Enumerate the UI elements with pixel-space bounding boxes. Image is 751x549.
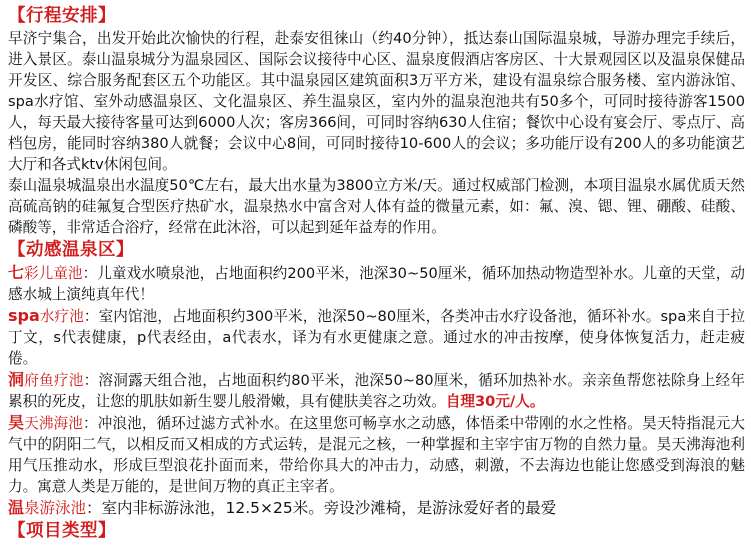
itinerary-paragraph-1: 早济宁集合，出发开始此次愉快的行程，赴泰安徂徕山（约40分钟），抵达泰山国际温泉城，导游办理完手续后，进入景区。泰山温泉城分为温泉园区、国际会议接待中心区、温泉度假酒店客房区、十大景观园区以及温泉保健品开发区、综合服务配套区五个功能区。其中温泉园区建筑面积3万平方米，建设有温泉综合服务楼、室内游泳馆、spa水疗馆、室外动感温泉区、文化温泉区、养生温泉区，室内外的温泉泡池共有50多个，可同时接待游客1500人，每天最大接待客量可达到6000人次；客房366间，可同时容纳630人住宿；餐饮中心设有宴会厅、零点厅、高档包房，能同时容纳380人就餐；会议中心8间，可同时接待10-600人的会议；多功能厅设有200人的多功能演艺大厅和各式ktv休闲包间。 bbox=[8, 30, 745, 173]
pool-desc-wave: ：冲浪池，循环过滤方式补水。在这里您可畅享水之动感，体悟柔中带刚的水之性格。昊天特指混元大气中的阴阳二气，以相反而又相成的方式运转，是混元之核，一种掌握和主宰宇宙万物的自然力量。昊天沸海池利用气压推动水，形成巨型浪花扑面而来，带给你具大的冲击力，动感，刺激，不去海边也能让您感受到海浪的魅力。寓意人类是万能的，是世间万物的真正主宰者。 bbox=[8, 415, 745, 495]
pool-desc-spa: ：室内馆池，占地面积约300平米，池深50~80厘米，各类冲击水疗设备池，循环补水。spa来自于拉丁文，s代表健康，p代表经由，a代表水，译为有水更健康之意。通过水的冲击按摩，使身体恢复活力，赶走疲倦。 bbox=[8, 308, 745, 367]
pool-name-fish: 洞府鱼疗池 bbox=[8, 370, 84, 389]
pool-name-wave: 昊天沸海池 bbox=[8, 413, 83, 432]
pool-fish bbox=[8, 369, 745, 412]
pool-name-kids: 七彩儿童池 bbox=[8, 263, 83, 282]
pool-desc-fish: ：溶洞露天组合池，占地面积约80平米，池深50~80厘米，循环加热补水。亲亲鱼帮您祛除身上经年累积的死皮，让您的肌肤如新生婴儿般滑嫩，具有健肤美容之功效。 bbox=[8, 372, 745, 410]
section-header-itinerary: 【行程安排】 bbox=[8, 6, 116, 26]
section-header-project-type: 【项目类型】 bbox=[8, 521, 116, 541]
pool-name-swim: 温泉游泳池 bbox=[8, 498, 87, 517]
pool-wave bbox=[8, 412, 745, 497]
itinerary-paragraph-2: 泰山温泉城温泉出水温度50℃左右，最大出水量为3800立方米/天。通过权威部门检测，本项目温泉水属优质天然高硫高钠的硅氟复合型医疗热矿水，温泉热水中富含对人体有益的微量元素，如：氟、溴、锶、锂、硼酸、硅酸、磷酸等，非常适合浴疗，经常在此沐浴，可以起到延年益寿的作用。 bbox=[8, 177, 745, 236]
pool-desc-swim: ：室内非标游泳池，12.5×25米。旁设沙滩椅，是游泳爱好者的最爱 bbox=[86, 499, 557, 517]
pool-swim bbox=[8, 497, 745, 519]
pool-desc-kids: ：儿童戏水喷泉池，占地面积约200平米，池深30~50厘米，循环加热动物造型补水。儿童的天堂，动感水城上演纯真年代！ bbox=[8, 265, 745, 303]
pool-name-spa: spa水疗池 bbox=[8, 306, 84, 325]
price-note: 自理30元/人。 bbox=[445, 393, 545, 410]
section-header-hot-spring: 【动感温泉区】 bbox=[8, 240, 134, 260]
pool-kids bbox=[8, 262, 745, 305]
pool-spa bbox=[8, 305, 745, 369]
